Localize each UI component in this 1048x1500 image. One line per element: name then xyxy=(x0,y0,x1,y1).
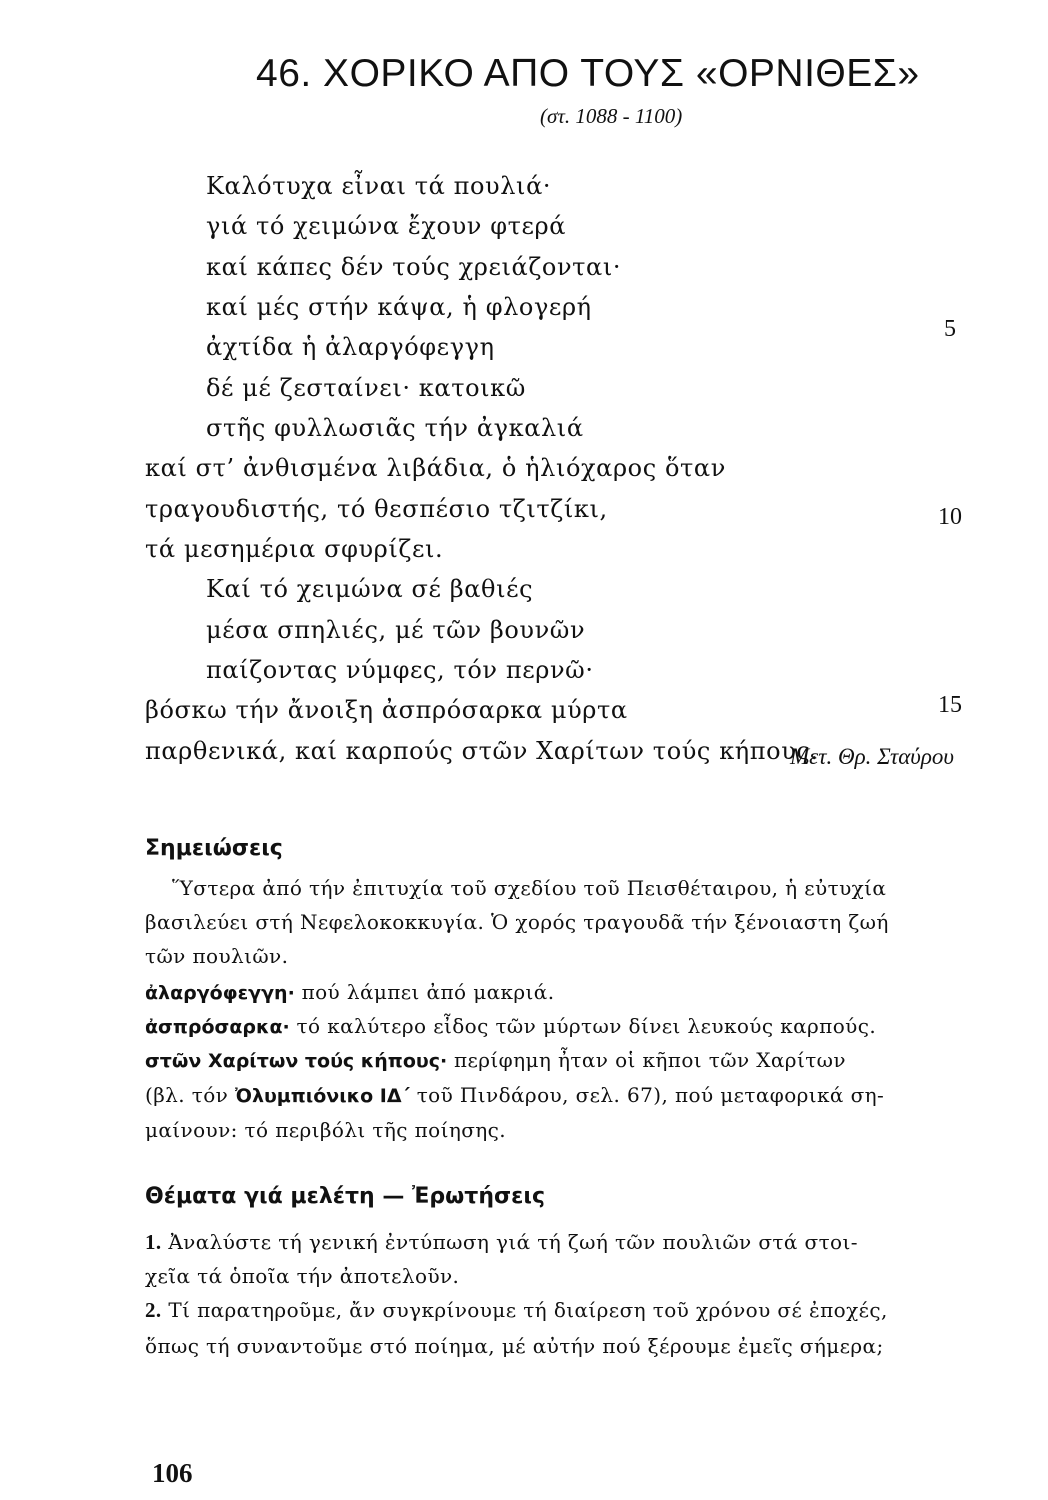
question-2 xyxy=(145,1298,888,1323)
note-definition: περίφημη ἦταν οἱ κῆποι τῶν Χαρίτων xyxy=(453,1048,846,1072)
note-definition: πού λάμπει ἀπό μακριά. xyxy=(301,980,555,1004)
poem-line: τά μεσημέρια σφυρίζει. xyxy=(145,535,444,563)
note-term: ἀσπρόσαρκα· xyxy=(145,1016,290,1038)
line-number: 15 xyxy=(938,692,962,718)
poem-title: 46. ΧΟΡΙΚΟ ΑΠΟ ΤΟΥΣ «ΟΡΝΙΘΕΣ» xyxy=(256,52,920,95)
poem-line: γιά τό χειμώνα ἔχουν φτερά xyxy=(206,212,567,240)
page-number: 106 xyxy=(152,1458,193,1488)
note-term: στῶν Χαρίτων τούς κήπους· xyxy=(145,1050,448,1072)
question-text: Ἀναλύστε τή γενική ἐντύπωση γιά τή ζωή τῶν πουλιῶν στά στοι- xyxy=(168,1230,858,1254)
note-entry xyxy=(145,980,554,1004)
note-line: (βλ. τόν Ὀλυμπιόνικο ΙΔ΄ τοῦ Πινδάρου, σελ. 67), πού μεταφορικά ση- xyxy=(145,1083,885,1107)
poem-line: Καλότυχα εἶναι τά πουλιά· xyxy=(206,172,552,200)
poem-line: καί κάπες δέν τούς χρειάζονται· xyxy=(206,253,622,281)
poem-line: ἀχτίδα ἡ ἀλαργόφεγγη xyxy=(206,333,495,361)
notes-heading: Σημειώσεις xyxy=(145,836,283,861)
question-number: 1. xyxy=(145,1230,162,1254)
questions-heading: Θέματα γιά μελέτη — Ἐρωτήσεις xyxy=(145,1184,545,1209)
question-text: Τί παρατηροῦμε, ἄν συγκρίνουμε τή διαίρεση τοῦ χρόνου σέ ἐποχές, xyxy=(168,1298,888,1322)
line-number: 5 xyxy=(944,316,956,342)
note-reference: Ὀλυμπιόνικο ΙΔ΄ xyxy=(235,1085,410,1107)
poem-line: στῆς φυλλωσιᾶς τήν ἀγκαλιά xyxy=(206,414,584,442)
poem-line: μέσα σπηλιές, μέ τῶν βουνῶν xyxy=(206,616,586,644)
line-number: 10 xyxy=(938,504,962,530)
poem-line: καί μές στήν κάψα, ἡ φλογερή xyxy=(206,293,592,321)
poem-line: τραγουδιστής, τό θεσπέσιο τζιτζίκι, xyxy=(145,495,608,523)
poem-line: παρθενικά, καί καρπούς στῶν Χαρίτων τούς κήπους. xyxy=(145,737,819,765)
note-line: βασιλεύει στή Νεφελοκοκκυγία. Ὁ χορός τραγουδᾶ τήν ξένοιαστη ζωή xyxy=(145,910,889,934)
verse-range: (στ. 1088 - 1100) xyxy=(540,104,683,128)
note-term: ἀλαργόφεγγη· xyxy=(145,982,295,1004)
note-entry xyxy=(145,1048,846,1072)
poem-line: βόσκω τήν ἄνοιξη ἀσπρόσαρκα μύρτα xyxy=(145,696,628,724)
question-line: χεῖα τά ὁποῖα τήν ἀποτελοῦν. xyxy=(145,1264,460,1288)
note-line: τῶν πουλιῶν. xyxy=(145,944,289,968)
translator-credit: Μετ. Θρ. Σταύρου xyxy=(790,744,954,769)
note-line: μαίνουν: τό περιβόλι τῆς ποίησης. xyxy=(145,1118,507,1142)
note-line: Ὕστερα ἀπό τήν ἐπιτυχία τοῦ σχεδίου τοῦ Πεισθέταιρου, ἡ εὐτυχία xyxy=(172,876,887,900)
question-line: ὅπως τή συναντοῦμε στό ποίημα, μέ αὐτήν πού ξέρουμε ἐμεῖς σήμερα; xyxy=(145,1334,884,1358)
poem-line: καί στ’ ἀνθισμένα λιβάδια, ὁ ἡλιόχαρος ὅταν xyxy=(145,454,726,482)
note-definition: τό καλύτερο εἶδος τῶν μύρτων δίνει λευκούς καρπούς. xyxy=(296,1014,877,1038)
poem-line: παίζοντας νύμφες, τόν περνῶ· xyxy=(206,656,594,684)
poem-line: δέ μέ ζεσταίνει· κατοικῶ xyxy=(206,374,526,402)
note-entry xyxy=(145,1014,876,1038)
poem-line: Καί τό χειμώνα σέ βαθιές xyxy=(206,575,534,603)
question-number: 2. xyxy=(145,1298,162,1322)
question-1 xyxy=(145,1230,858,1255)
